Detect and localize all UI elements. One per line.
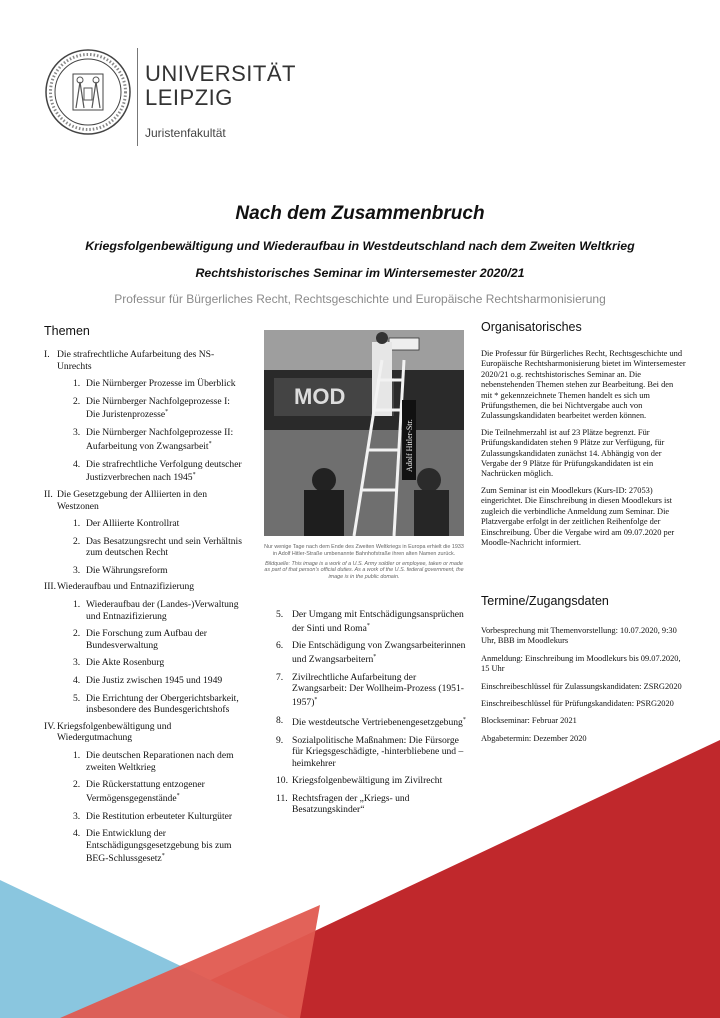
item-text: Kriegsfolgenbewältigung im Zivilrecht — [292, 775, 443, 787]
termine-entry: Einschreibeschlüssel für Prüfungskandidaten: PSRG2020 — [481, 699, 674, 709]
photo-sign-text: Adolf Hitler-Str. — [405, 419, 414, 472]
exam-topic-marker: * — [176, 792, 180, 799]
item-text: Die Justiz zwischen 1945 und 1949 — [86, 675, 223, 687]
item-number: 6. — [276, 640, 284, 652]
item-text: Die Restitution erbeuteter Kulturgüter — [86, 810, 233, 822]
item-number: 3. — [73, 427, 81, 439]
exam-topic-marker: * — [161, 853, 165, 860]
themen-item — [57, 565, 244, 577]
item-text: Die Währungsreform — [86, 564, 168, 576]
item-text: Der Umgang mit Entschädigungsansprüchen der Sinti und Roma — [292, 609, 464, 634]
item-text: Zivilrechtliche Aufarbeitung der Zwangsarbeit: Der Wollheim-Prozess (1951-1957) — [292, 671, 464, 709]
page-title: Nach dem Zusammenbruch — [235, 203, 485, 224]
item-text: Die Rückerstattung entzogener Vermögensgegenstände — [86, 779, 205, 804]
item-number: 3. — [73, 810, 81, 822]
themen-item — [57, 750, 244, 773]
item-text: Die Forschung zum Aufbau der Bundesverwaltung — [86, 628, 207, 651]
termine-entry: Abgabetermin: Dezember 2020 — [481, 733, 587, 743]
organisatorisches-heading: Organisatorisches — [481, 320, 582, 334]
themen-item — [57, 828, 244, 865]
item-text: Die westdeutsche Vertriebenengesetzgebung — [292, 716, 463, 728]
termine-entry: Vorbesprechung mit Themenvorstellung: 10.07.2020, 9:30 Uhr, BBB im Moodlekurs — [481, 626, 677, 646]
themen-section — [44, 581, 244, 715]
item-number: 4. — [73, 828, 81, 840]
themen-item — [57, 628, 244, 651]
section-number: IV. — [44, 720, 56, 732]
themen-heading: Themen — [44, 324, 90, 338]
themen-section — [44, 721, 244, 865]
university-name — [145, 62, 296, 110]
exam-topic-marker: * — [314, 696, 318, 703]
section-number: III. — [44, 581, 56, 593]
university-seal-icon — [44, 48, 132, 136]
themen-item — [276, 793, 466, 816]
themen-item — [57, 396, 244, 421]
item-number: 9. — [276, 734, 284, 746]
photo-caption-text: Nur wenige Tage nach dem Ende des Zweiten Weltkriegs in Europa erhielt die 1933 in Adolf Hitler-Straße umbenannte Bahnhofstraße ihren alten Namen zurück. — [264, 544, 464, 557]
termine-entry: Anmeldung: Einschreibung im Moodlekurs bis 09.07.2020, 15 Uhr — [481, 653, 681, 674]
section-title: Die Gesetzgebung der Alliierten in den Westzonen — [57, 488, 207, 512]
termine-entry: Einschreibeschlüssel für Zulassungskandidaten: ZSRG2020 — [481, 681, 682, 691]
themen-section — [44, 489, 244, 577]
org-paragraph: Zum Seminar ist ein Moodlekurs (Kurs-ID: 27053) eingerichtet. Die Einschreibung in diesen Moodlekurs ist zugleich die verbindliche Anmeldung zum Seminar. Die Platzvergabe erfolgt in der zeitlichen Reihenfolge der Einschreibung. Über die Vergabe wird am 09.07.2020 per Moodle-Nachricht informiert. — [481, 485, 675, 547]
item-number: 3. — [73, 564, 81, 576]
themen-item — [276, 672, 466, 709]
item-text: Die Nürnberger Nachfolgeprozesse I: Die Juristenprozesse — [86, 395, 230, 421]
svg-text:MOD: MOD — [294, 384, 346, 409]
item-text: Das Besatzungsrecht und sein Verhältnis zum deutschen Recht — [86, 535, 242, 559]
section-title: Wiederaufbau und Entnazifizierung — [57, 581, 195, 593]
item-number: 1. — [73, 518, 81, 530]
exam-topic-marker: * — [208, 440, 212, 447]
themen-item — [57, 378, 244, 390]
page-subtitle: Kriegsfolgenbewältigung und Wiederaufbau in Westdeutschland nach dem Zweiten Weltkrieg — [85, 239, 635, 253]
item-number: 8. — [276, 714, 284, 726]
section-number: II. — [44, 488, 53, 500]
themen-item — [57, 427, 244, 452]
item-number: 2. — [73, 779, 81, 791]
item-text: Die Entschädigung von Zwangsarbeiterinnen und Zwangsarbeitern — [292, 640, 466, 666]
exam-topic-marker: * — [366, 622, 370, 629]
item-text: Die strafrechtliche Verfolgung deutscher Justizverbrechen nach 1945 — [86, 458, 242, 484]
themen-item — [57, 599, 244, 622]
exam-topic-marker: * — [373, 653, 377, 660]
item-number: 2. — [73, 628, 81, 640]
themen-item — [57, 657, 244, 669]
photo-caption — [264, 544, 464, 581]
item-number: 4. — [73, 675, 81, 687]
themen-item — [57, 518, 244, 530]
professur-line: Professur für Bürgerliches Recht, Rechtsgeschichte und Europäische Rechtsharmonisierung — [114, 292, 606, 306]
item-text: Der Alliierte Kontrollrat — [86, 518, 180, 530]
item-text: Rechtsfragen der „Kriegs- und Besatzungskinder“ — [292, 792, 410, 816]
themen-list — [44, 349, 244, 870]
termine-text — [481, 626, 686, 751]
themen-item — [57, 693, 244, 716]
item-number: 3. — [73, 657, 81, 669]
themen-item — [57, 675, 244, 687]
item-text: Die Akte Rosenburg — [86, 657, 165, 669]
themen-list-continued — [276, 609, 466, 822]
themen-section — [44, 349, 244, 484]
themen-item — [276, 735, 466, 770]
item-number: 4. — [73, 458, 81, 470]
themen-item — [276, 775, 466, 787]
logo-divider — [137, 48, 138, 146]
item-number: 1. — [73, 750, 81, 761]
item-text: Die Nürnberger Prozesse im Überblick — [86, 378, 236, 390]
item-number: 1. — [73, 599, 81, 611]
seminar-line: Rechtshistorisches Seminar im Wintersemester 2020/21 — [195, 266, 525, 280]
exam-topic-marker: * — [462, 716, 466, 723]
termine-entry: Blockseminar: Februar 2021 — [481, 716, 577, 726]
faculty-name: Juristenfakultät — [145, 126, 226, 140]
exam-topic-marker: * — [165, 409, 169, 416]
item-text: Sozialpolitische Maßnahmen: Die Fürsorge für Kriegsgeschädigte, -hinterbliebene und – heimkehrer — [292, 734, 464, 769]
item-text: Die Errichtung der Obergerichtsbarkeit, insbesondere des Bundesgerichtshofs — [86, 692, 239, 716]
item-number: 2. — [73, 395, 81, 407]
themen-item — [57, 811, 244, 823]
item-text: Die Entwicklung der Entschädigungsgesetzgebung bis zum BEG-Schlussgesetz — [86, 828, 232, 865]
organisatorisches-text — [481, 349, 686, 554]
item-text: Wiederaufbau der (Landes-)Verwaltung und Entnazifizierung — [86, 599, 239, 622]
themen-item — [276, 609, 466, 634]
item-number: 1. — [73, 378, 81, 390]
item-number: 2. — [73, 535, 81, 547]
themen-item — [57, 459, 244, 484]
themen-item — [57, 536, 244, 559]
exam-topic-marker: * — [192, 472, 196, 479]
item-text: Die deutschen Reparationen nach dem zweiten Weltkrieg — [86, 750, 234, 773]
item-number: 10. — [276, 775, 288, 787]
section-title: Kriegsfolgenbewältigung und Wiedergutmachung — [57, 720, 172, 744]
org-paragraph: Die Professur für Bürgerliches Recht, Rechtsgeschichte und Europäische Rechtsharmonisierung bietet im Wintersemester 2020/21 o.g. rechtshistorisches Seminar an. Die nebenstehenden Themen stehen zur Bearbeitung. Bei den mit * gekennzeichnete Themen handelt es sich um Prüfungsthemen, die bei Nichtvergabe auch von Zulassungskandidaten bearbeitet werden können. — [481, 349, 686, 421]
university-line2: LEIPZIG — [145, 85, 233, 110]
section-number: I. — [44, 349, 50, 360]
historical-photo — [264, 330, 464, 536]
themen-item — [57, 779, 244, 804]
org-paragraph: Die Teilnehmerzahl ist auf 23 Plätze begrenzt. Für Prüfungskandidaten stehen 9 Plätze zur Verfügung, für Zulassungskandidaten zunächst 14. Abhängig von der Vergabe der 9 Plätze für Prüfungskandidaten ist ein Nachrücken möglich. — [481, 427, 665, 479]
item-number: 7. — [276, 671, 284, 683]
photo-credit: Bildquelle: This image is a work of a U.S. Army soldier or employee, taken or made as part of that person's official duties. As a work of the U.S. federal government, the image is in the public domain. — [264, 560, 464, 581]
university-line1: UNIVERSITÄT — [145, 61, 296, 86]
item-text: Die Nürnberger Nachfolgeprozesse II: Aufarbeitung von Zwangsarbeit — [86, 427, 234, 452]
section-title: Die strafrechtliche Aufarbeitung des NS-Unrechts — [57, 349, 215, 372]
item-number: 5. — [276, 609, 284, 620]
item-number: 5. — [73, 692, 81, 704]
themen-item — [276, 715, 466, 729]
termine-heading: Termine/Zugangsdaten — [481, 594, 609, 608]
item-number: 11. — [276, 792, 288, 804]
themen-item — [276, 640, 466, 665]
